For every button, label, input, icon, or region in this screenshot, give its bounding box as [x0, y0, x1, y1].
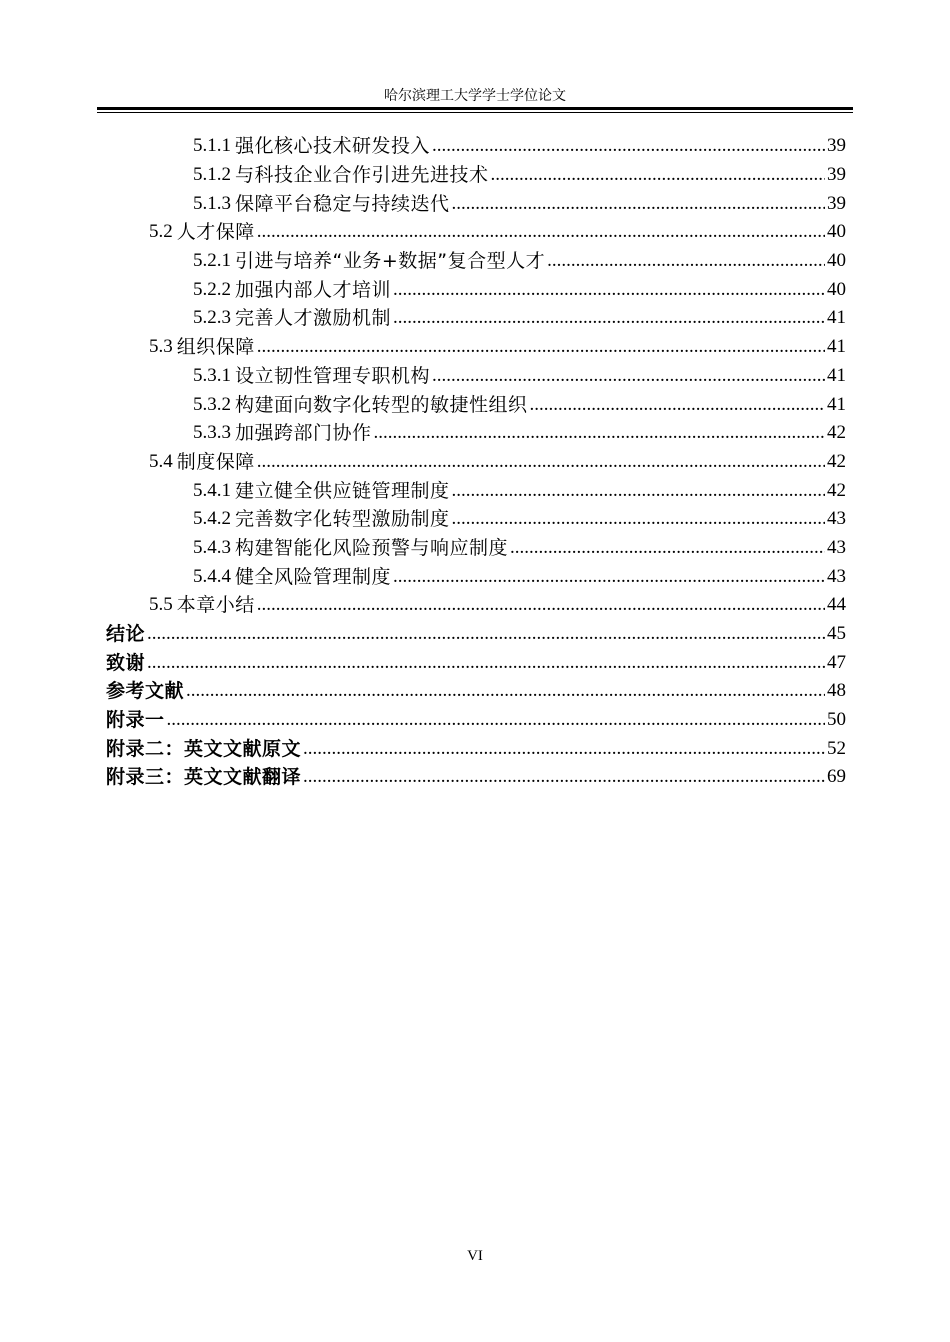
- toc-entry-label: 保障平台稳定与持续迭代: [235, 192, 450, 215]
- toc-entry-number: 5.4.2: [193, 508, 231, 530]
- toc-entry-number: 5.2: [149, 221, 173, 243]
- toc-dot-leader: [452, 507, 825, 531]
- toc-dot-leader: [257, 335, 825, 359]
- toc-entry-label: 附录二：英文文献原文: [106, 737, 302, 760]
- table-of-contents: [0, 132, 950, 792]
- toc-dot-leader: [147, 622, 825, 646]
- toc-page-number: 42: [827, 450, 846, 472]
- toc-entry-appendix-2[interactable]: [0, 734, 950, 763]
- toc-dot-leader: [452, 479, 825, 503]
- toc-entry-label: 完善人才激励机制: [235, 307, 392, 330]
- toc-entry-label: 强化核心技术研发投入: [235, 135, 431, 158]
- toc-entry-label: 设立韧性管理专职机构: [235, 364, 431, 387]
- toc-entry-number: 5.2.1: [193, 250, 231, 272]
- toc-page-number: 39: [827, 164, 846, 186]
- toc-entry-number: 5.1.3: [193, 192, 231, 214]
- toc-dot-leader: [257, 593, 825, 617]
- toc-entry-label: 制度保障: [176, 450, 255, 473]
- toc-entry-5-2-3[interactable]: [0, 304, 950, 333]
- toc-entry-number: 5.3: [149, 336, 173, 358]
- toc-dot-leader: [491, 163, 825, 187]
- page-number-footer: VI: [467, 1248, 483, 1264]
- header-rule-thick: [97, 107, 853, 110]
- toc-entry-label: 构建智能化风险预警与响应制度: [235, 536, 509, 559]
- running-header-title: 哈尔滨理工大学学士学位论文: [384, 88, 566, 104]
- toc-dot-leader: [393, 565, 825, 589]
- toc-entry-number: 5.2.2: [193, 278, 231, 300]
- toc-entry-label: 与科技企业合作引进先进技术: [235, 164, 489, 187]
- toc-entry-5-1-3[interactable]: [0, 189, 950, 218]
- toc-entry-label: 附录三：英文文献翻译: [106, 766, 302, 789]
- toc-page-number: 42: [827, 479, 846, 501]
- toc-entry-label: 结论: [106, 623, 146, 646]
- toc-page-number: 40: [827, 221, 846, 243]
- toc-page-number: 42: [827, 422, 846, 444]
- toc-dot-leader: [432, 134, 825, 158]
- toc-page-number: 69: [827, 766, 846, 788]
- toc-dot-leader: [147, 651, 825, 675]
- toc-entry-5-3-2[interactable]: [0, 390, 950, 419]
- toc-dot-leader: [547, 249, 825, 273]
- toc-entry-label: 加强跨部门协作: [235, 422, 372, 445]
- toc-page-number: 50: [827, 709, 846, 731]
- toc-entry-label: 健全风险管理制度: [235, 565, 392, 588]
- toc-page-number: 39: [827, 135, 846, 157]
- toc-entry-5-2-1[interactable]: [0, 247, 950, 276]
- toc-page-number: 48: [827, 680, 846, 702]
- toc-entry-conclusion[interactable]: [0, 620, 950, 649]
- toc-entry-label: 本章小结: [176, 594, 255, 617]
- toc-page-number: 44: [827, 594, 846, 616]
- toc-dot-leader: [186, 679, 825, 703]
- header-rule-thin: [97, 112, 853, 113]
- toc-entry-number: 5.3.1: [193, 364, 231, 386]
- toc-entry-label: 人才保障: [176, 221, 255, 244]
- toc-dot-leader: [452, 192, 825, 216]
- toc-dot-leader: [510, 536, 825, 560]
- toc-entry-5-4-1[interactable]: [0, 476, 950, 505]
- toc-entry-number: 5.1.2: [193, 164, 231, 186]
- toc-dot-leader: [393, 306, 825, 330]
- toc-dot-leader: [303, 765, 825, 789]
- toc-entry-number: 5.2.3: [193, 307, 231, 329]
- toc-entry-number: 5.3.2: [193, 393, 231, 415]
- toc-entry-5-4-3[interactable]: [0, 534, 950, 563]
- toc-entry-number: 5.1.1: [193, 135, 231, 157]
- toc-entry-5-4-4[interactable]: [0, 562, 950, 591]
- toc-entry-number: 5.4.4: [193, 565, 231, 587]
- toc-page-number: 43: [827, 565, 846, 587]
- toc-entry-5-1-1[interactable]: [0, 132, 950, 161]
- toc-entry-5-3-3[interactable]: [0, 419, 950, 448]
- toc-entry-number: 5.4: [149, 450, 173, 472]
- toc-entry-acknowledgements[interactable]: [0, 648, 950, 677]
- toc-dot-leader: [374, 421, 825, 445]
- toc-entry-label: 组织保障: [176, 336, 255, 359]
- toc-entry-5-4-2[interactable]: [0, 505, 950, 534]
- toc-entry-appendix-1[interactable]: [0, 706, 950, 735]
- toc-dot-leader: [257, 220, 825, 244]
- toc-page-number: 41: [827, 307, 846, 329]
- toc-entry-number: 5.5: [149, 594, 173, 616]
- toc-entry-5-5[interactable]: [0, 591, 950, 620]
- toc-dot-leader: [257, 450, 825, 474]
- toc-page-number: 47: [827, 651, 846, 673]
- toc-page-number: 45: [827, 623, 846, 645]
- toc-dot-leader: [393, 278, 825, 302]
- toc-entry-label: 建立健全供应链管理制度: [235, 479, 450, 502]
- toc-entry-appendix-3[interactable]: [0, 763, 950, 792]
- toc-page-number: 41: [827, 364, 846, 386]
- toc-entry-label: 引进与培养“业务+数据”复合型人才: [235, 250, 546, 273]
- toc-entry-label: 完善数字化转型激励制度: [235, 508, 450, 531]
- toc-entry-number: 5.3.3: [193, 422, 231, 444]
- toc-page-number: 39: [827, 192, 846, 214]
- toc-dot-leader: [167, 708, 825, 732]
- toc-entry-references[interactable]: [0, 677, 950, 706]
- toc-dot-leader: [432, 364, 825, 388]
- toc-entry-5-2[interactable]: [0, 218, 950, 247]
- toc-entry-number: 5.4.1: [193, 479, 231, 501]
- toc-entry-5-3[interactable]: [0, 333, 950, 362]
- toc-entry-label: 参考文献: [106, 680, 185, 703]
- toc-entry-5-1-2[interactable]: [0, 161, 950, 190]
- toc-page-number: 41: [827, 393, 846, 415]
- toc-page-number: 40: [827, 250, 846, 272]
- toc-page-number: 40: [827, 278, 846, 300]
- toc-entry-5-2-2[interactable]: [0, 275, 950, 304]
- toc-entry-5-4[interactable]: [0, 448, 950, 477]
- toc-page-number: 43: [827, 508, 846, 530]
- toc-entry-label: 附录一: [106, 709, 165, 732]
- toc-entry-number: 5.4.3: [193, 536, 231, 558]
- toc-dot-leader: [303, 737, 825, 761]
- toc-entry-label: 构建面向数字化转型的敏捷性组织: [235, 393, 528, 416]
- toc-page-number: 43: [827, 536, 846, 558]
- toc-page-number: 41: [827, 336, 846, 358]
- toc-entry-5-3-1[interactable]: [0, 362, 950, 391]
- toc-page-number: 52: [827, 737, 846, 759]
- toc-dot-leader: [530, 393, 825, 417]
- toc-entry-label: 致谢: [106, 651, 146, 674]
- toc-entry-label: 加强内部人才培训: [235, 278, 392, 301]
